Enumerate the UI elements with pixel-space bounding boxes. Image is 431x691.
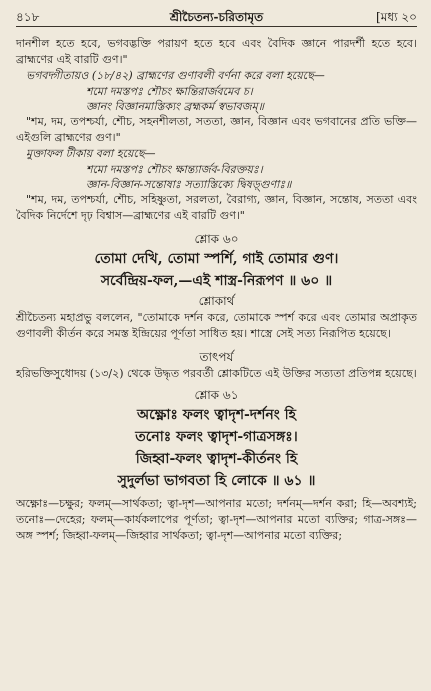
verse-line: শমো দমস্তপঃ শৌচং ক্ষান্তিরার্জবমেব চ।: [86, 85, 253, 98]
page-header: [16, 8, 417, 27]
paragraph: দানশীল হতে হবে, ভগবদ্ভক্তি পরায়ণ হতে হবে এবং বৈদিক জ্ঞানে পারদর্শী হতে হবে। ব্রাহ্মণের এই বারটি গুণ।": [16, 37, 417, 66]
sloka-heading: শ্লোক ৬০: [194, 232, 239, 246]
section-label: [মধ্য ২০: [376, 10, 417, 24]
sloka-line: তোমা দেখি, তোমা স্পর্শি, গাই তোমার গুণ।: [94, 251, 339, 267]
page-body: [16, 36, 417, 544]
sloka-line: সর্বেন্দ্রিয়-ফল,—এই শাস্ত্র-নিরূপণ ॥ ৬০ ॥: [100, 273, 333, 289]
sloka-line: সুদুর্লভা ভাগবতা হি লোকে ॥ ৬১ ॥: [117, 473, 316, 489]
purport-paragraph: হরিভক্তিসুধোদয় (১৩/২) থেকে উদ্ধৃত পরবর্তী শ্লোকটিতে এই উক্তির সত্যতা প্রতিপন্ন হয়েছে।: [16, 367, 417, 380]
paragraph: "শম, দম, তপশ্চর্যা, শৌচ, সহনশীলতা, সততা, জ্ঞান, বিজ্ঞান এবং ভগবানের প্রতি ভক্তি—এইগুলি ব্রাহ্মণের গুণ।": [16, 115, 417, 144]
purport-heading: তাৎপর্য: [199, 350, 234, 364]
page-number: ৪১৮: [16, 10, 40, 24]
running-title: শ্রীচৈতন্য-চরিতামৃত: [169, 10, 264, 24]
translation-paragraph: শ্রীচৈতন্য মহাপ্রভু বললেন, "তোমাকে দর্শন করে, তোমাকে স্পর্শ করে এবং তোমার অপ্রাকৃত গুণাবলী কীর্তন করে সমস্ত ইন্দ্রিয়ের পূর্ণতা সাধিত হয়। শাস্ত্রে সেই সত্য নিরূপিত হয়েছে।: [16, 311, 417, 340]
sloka-heading: শ্লোক ৬১: [194, 388, 239, 402]
verse-line: জ্ঞান-বিজ্ঞান-সন্তোষাঃ সত্যাস্তিক্যে দ্বিষড়্‌গুণাঃ॥: [86, 178, 292, 191]
paragraph: মুক্তাফল টীকায় বলা হয়েছে—: [26, 147, 156, 160]
sloka-line: অক্ষ্ণোঃ ফলং ত্বাদৃশ-দর্শনং হি: [136, 407, 297, 423]
translation-heading: শ্লোকার্থ: [198, 294, 235, 308]
sloka-line: জিহ্বা-ফলং ত্বাদৃশ-কীর্তনং হি: [135, 451, 298, 467]
synonyms-paragraph: অক্ষ্ণোঃ—চক্ষুর; ফলম্‌—সার্থকতা; ত্বা-দৃশ—আপনার মতো; দর্শনম্‌—দর্শন করা; হি—অবশ্যই; তনোঃ—দেহের; ফলম্‌—কার্যকলাপের পূর্ণতা; ত্বা-দৃশ—আপনার মতো ব্যক্তির; গাত্র-সঙ্গঃ—অঙ্গ স্পর্শ; জিহ্বা-ফলম্‌—জিহ্বার সার্থকতা; ত্বা-দৃশ—আপনার মতো ব্যক্তির;: [16, 497, 417, 542]
paragraph: "শম, দম, তপশ্চর্যা, শৌচ, সহিষ্ণুতা, সরলতা, বৈরাগ্য, জ্ঞান, বিজ্ঞান, সন্তোষ, সততা এবং বৈদিক নির্দেশে দৃঢ় বিশ্বাস—ব্রাহ্মণের এই বারটি গুণ।": [16, 193, 417, 222]
verse-line: শমো দমস্তপঃ শৌচং ক্ষান্ত্যার্জব-বিরক্তয়ঃ।: [86, 163, 263, 176]
paragraph: ভগবদ্গীতায়ও (১৮/৪২) ব্রাহ্মণের গুণাবলী বর্ণনা করে বলা হয়েছে—: [26, 69, 325, 82]
sloka-line: তনোঃ ফলং ত্বাদৃশ-গাত্রসঙ্গঃ।: [135, 429, 298, 445]
verse-line: জ্ঞানং বিজ্ঞানমাস্তিক্যং ব্রহ্মকর্ম স্বভাবজম্‌॥: [86, 100, 264, 113]
